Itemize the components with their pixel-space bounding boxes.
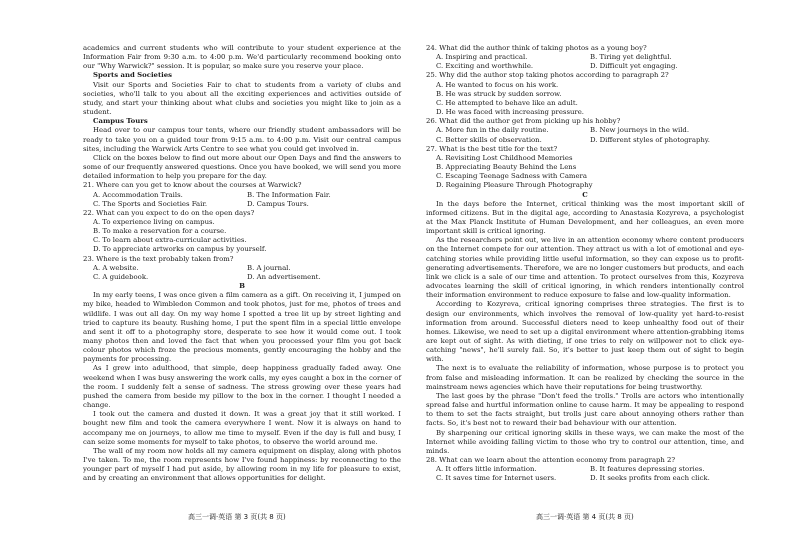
- question-28-options: [426, 465, 744, 483]
- option: C. It saves time for Internet users.: [436, 474, 557, 483]
- question-21: 21. Where can you get to know about the courses at Warwick?: [83, 181, 302, 190]
- option: D. To appreciate artworks on campus by yourself.: [93, 245, 267, 254]
- question-25-options: [426, 81, 744, 118]
- section-heading: Campus Tours: [93, 117, 148, 126]
- option: A. Accommodation Trails.: [93, 190, 183, 199]
- question-24: 24. What did the author think of taking photos as a young boy?: [426, 44, 647, 52]
- page-footer: 高三一调·英语 第 3 页(共 8 页): [188, 513, 286, 521]
- option: D. It seeks profits from each click.: [590, 474, 710, 483]
- question-24-options: [426, 53, 744, 71]
- option: B. Tiring yet delightful.: [590, 53, 672, 62]
- section-label-c: C: [582, 190, 588, 199]
- passage-b-paragraph: As I grew into adulthood, that simple, deep happiness gradually faded away. One weekend when I was busy answering the work calls, my eyes caught a box in the corner of the room. I suddenly felt a sense of sadness. The stress growing over these years had pushed the camera from beside my pillow to the box in the corner. I thought I needed a change.: [83, 364, 401, 410]
- section-label-b: B: [239, 282, 245, 291]
- question-23-options: [83, 264, 401, 282]
- option: A. More fun in the daily routine.: [436, 126, 549, 135]
- option: B. A journal.: [247, 263, 291, 272]
- option: B. Appreciating Beauty Behind the Lens: [436, 163, 577, 172]
- section-heading: Sports and Societies: [93, 71, 173, 80]
- option: A. Revisiting Lost Childhood Memories: [436, 153, 573, 162]
- page-3: [83, 44, 401, 484]
- question-25: 25. Why did the author stop taking photos according to paragraph 2?: [426, 71, 669, 80]
- option: C. Exciting and worthwhile.: [436, 62, 534, 71]
- option: C. He attempted to behave like an adult.: [436, 98, 578, 107]
- passage-a-paragraph: Visit our Sports and Societies Fair to chat to students from a variety of clubs and societies, who'll talk to you about all the exciting experiences and activities outside of study, and start your thinking about what clubs and societies you might like to join as a student.: [83, 80, 401, 117]
- question-22: 22. What can you expect to do on the open days?: [83, 208, 255, 217]
- question-27-options: [426, 154, 744, 191]
- question-28: 28. What can we learn about the attention economy from paragraph 2?: [426, 456, 676, 465]
- option: C. Escaping Teenage Sadness with Camera: [436, 172, 587, 181]
- option: D. He was faced with increasing pressure.: [436, 108, 584, 117]
- page-footer: 高三一调·英语 第 4 页(共 8 页): [536, 513, 634, 521]
- passage-a-paragraph: academics and current students who will contribute to your student experience at the Information Fair from 9:30 a.m. to 4:00 p.m. We'd particularly recommend booking onto our "Why Warwick?" session. It is popular, so make sure you reserve your place.: [83, 44, 401, 71]
- passage-a-paragraph: Click on the boxes below to find out more about our Open Days and find the answers to some of our frequently answered questions. Once you have booked, we will send you more detailed information to help you prepare for the day.: [83, 153, 401, 181]
- passage-a-paragraph: Head over to our campus tour tents, where our friendly student ambassadors will be ready to take you on a guided tour from 9:15 a.m. to 4:00 p.m. Visit our central campus sites, including the Warwick Arts Centre to see what you could get involved in.: [83, 126, 401, 153]
- option: B. The Information Fair.: [247, 190, 331, 199]
- passage-c-paragraph: The last goes by the phrase "Don't feed the trolls." Trolls are actors who intentionally spread false and hurtful information online to cause harm. It may be appealing to respond to them to set the facts straight, but trolls just care about annoying others rather than facts. So, it's best not to reward their bad behaviour with our attention.: [426, 391, 744, 428]
- passage-b-paragraph: In my early teens, I was once given a film camera as a gift. On receiving it, I jumped on my bike, headed to Wimbledon Common and took photos, just for me, photos of trees and wildlife. I was out all day. On my way home I spotted a tree lit up by street lighting and tried to capture its beauty. Rushing home, I put the spent film in a special little envelope and sent it off to a photography store, desperate to see how it would come out. I took many photos then and loved the fact that when you processed your film you got back colour photos which froze the precious moments, gently encouraging the hobby and the payments for processing.: [83, 291, 401, 364]
- option: B. New journeys in the wild.: [590, 126, 690, 135]
- passage-b-paragraph: I took out the camera and dusted it down. It was a great joy that it still worked. I bought new film and took the camera everywhere I went. Now it is always on hand to accompany me on journeys, to allow me time to myself. Even if the day is full and busy, I can seize some moments for myself to take photos, to observe the world around me.: [83, 410, 401, 446]
- option: D. An advertisement.: [247, 272, 321, 281]
- option: D. Regaining Pleasure Through Photography: [436, 181, 593, 190]
- option: A. Inspiring and practical.: [436, 53, 528, 62]
- option: C. The Sports and Societies Fair.: [93, 199, 208, 208]
- passage-c-paragraph: By sharpening our critical ignoring skills in these ways, we can make the most of the Internet while avoiding falling victim to those who try to control our attention, time, and minds.: [426, 428, 744, 455]
- question-27: 27. What is the best title for the text?: [426, 144, 558, 153]
- option: D. Different styles of photography.: [590, 135, 710, 144]
- passage-c-paragraph: According to Kozyreva, critical ignoring comprises three strategies. The first is to design our environments, which involves the removal of low-quality yet hard-to-resist information from around. Successful dieters need to keep unhealthy food out of their homes. Likewise, we need to set up a digital environment where attention-grabbing items are kept out of sight. As with dieting, if one tries to rely on willpower not to click eye-catching "news", he'll surely fail. So, it's better to just keep them out of sight to begin with.: [426, 300, 744, 364]
- option: D. Campus Tours.: [247, 199, 309, 208]
- option: B. To make a reservation for a course.: [93, 227, 227, 236]
- option: C. A guidebook.: [93, 272, 149, 281]
- page-4: [426, 44, 744, 484]
- option: A. A website.: [93, 263, 139, 272]
- question-21-options: [83, 191, 401, 209]
- passage-c-paragraph: In the days before the Internet, critical thinking was the most important skill of informed citizens. But in the digital age, according to Anastasia Kozyreva, a psychologist at the Max Planck Institute of Human Development, and her colleagues, an even more important skill is critical ignoring.: [426, 199, 744, 236]
- option: A. To experience living on campus.: [93, 217, 215, 226]
- option: B. It features depressing stories.: [590, 465, 705, 474]
- passage-c-paragraph: The next is to evaluate the reliability of information, whose purpose is to protect you from false and misleading information. It can be realized by checking the source in the mainstream news agencies which have their reputations for being trustworthy.: [426, 364, 744, 391]
- passage-b-paragraph: The wall of my room now holds all my camera equipment on display, along with photos I've taken. To me, the room represents how I've found happiness: by reconnecting to the younger part of myself I had put aside, by allowing room in my life for pleasure to exist, and by creating an environment that allows opportunities for delight.: [83, 446, 401, 483]
- option: C. To learn about extra-curricular activities.: [93, 236, 247, 245]
- option: A. It offers little information.: [436, 465, 537, 474]
- question-22-options: [83, 218, 401, 255]
- option: C. Better skills of observation.: [436, 135, 542, 144]
- passage-c-paragraph: As the researchers point out, we live in an attention economy where content producers on the Internet compete for our attention. They attract us with a lot of emotional and eye-catching stories while providing little useful information, so they can expose us to profit-generating advertisements. Therefore, we are no longer customers but products, and each link we click is a sale of our time and attention. To protect ourselves from this, Kozyreva advocates learning the skill of critical ignoring, in which renders intentionally control their information environment to reduce exposure to false and low-quality information.: [426, 236, 744, 300]
- question-23: 23. Where is the text probably taken from?: [83, 254, 234, 263]
- question-26: 26. What did the author get from picking up his hobby?: [426, 117, 621, 126]
- option: D. Difficult yet engaging.: [590, 62, 678, 71]
- option: B. He was struck by sudden sorrow.: [436, 89, 562, 98]
- question-26-options: [426, 126, 744, 144]
- option: A. He wanted to focus on his work.: [436, 80, 559, 89]
